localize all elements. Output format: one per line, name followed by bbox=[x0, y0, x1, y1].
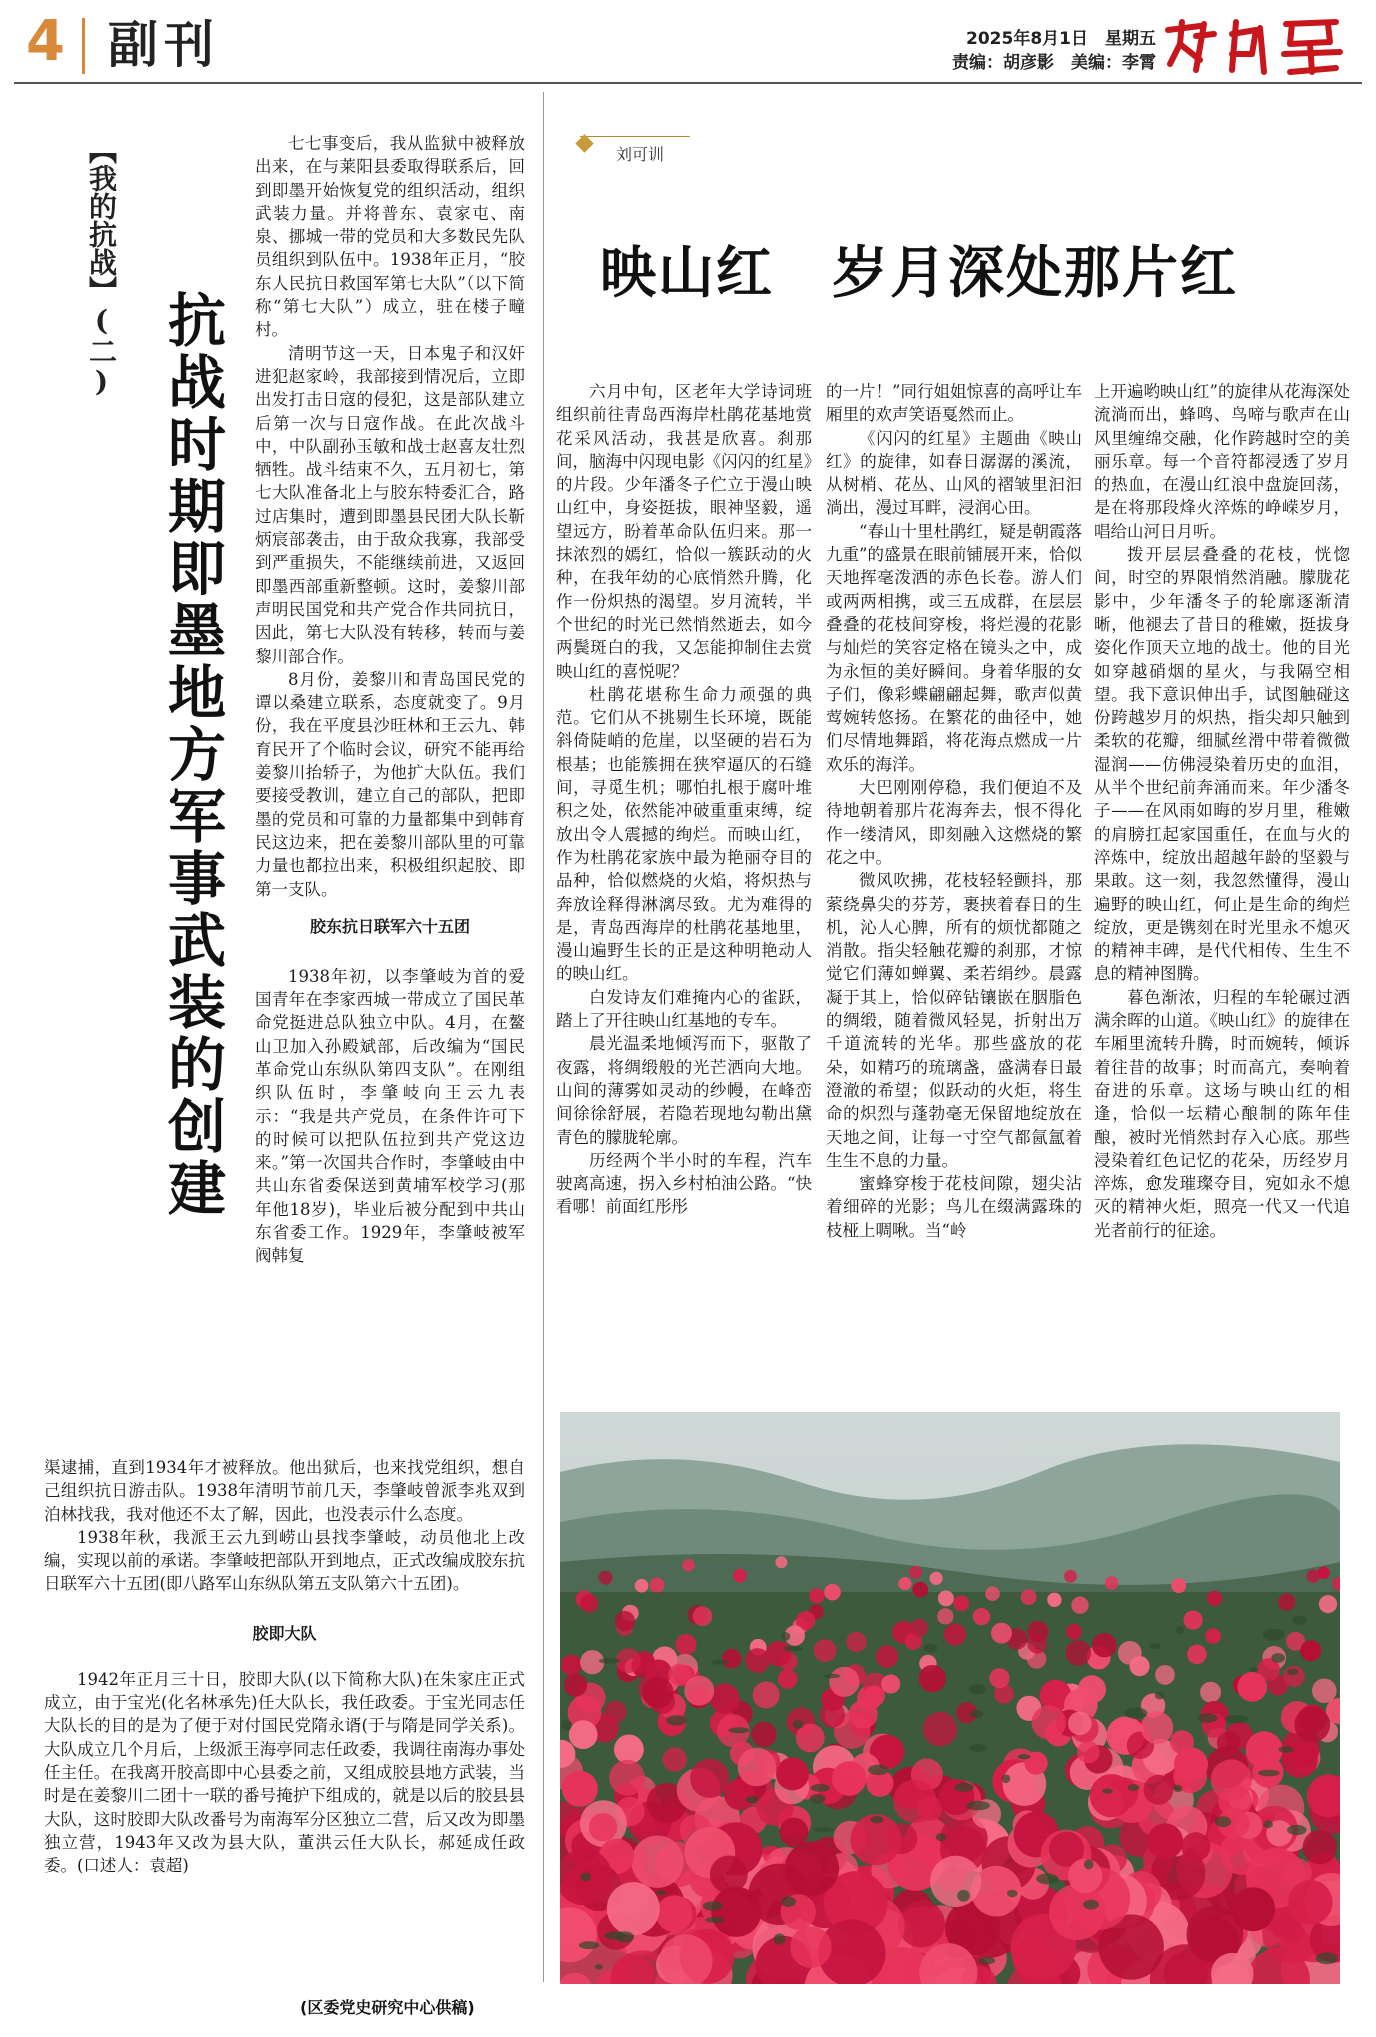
azalea-bloom bbox=[642, 1677, 673, 1708]
azalea-bloom bbox=[881, 1675, 900, 1694]
azalea-bloom bbox=[1184, 1611, 1203, 1630]
azalea-bloom bbox=[937, 1608, 953, 1624]
paragraph: 历经两个半小时的车程，汽车驶离高速，拐入乡村柏油公路。“快看哪！前面红彤彤 bbox=[556, 1150, 812, 1217]
azalea-bloom bbox=[1066, 1624, 1082, 1640]
azalea-bloom bbox=[1118, 1641, 1142, 1665]
azalea-bloom bbox=[1027, 1621, 1048, 1642]
leaf bbox=[1287, 1669, 1298, 1675]
paragraph: 晨光温柔地倾泻而下，驱散了夜露，将绸缎般的光芒洒向大地。山间的薄雾如灵动的纱幔，在峰峦间徐徐舒展，若隐若现地勾勒出黛青色的朦胧轮廓。 bbox=[556, 1034, 812, 1147]
leaf bbox=[1124, 1708, 1148, 1719]
paragraph: 清明节这一天，日本鬼子和汉奸进犯赵家岭，我部接到情况后，立即出发打击日寇的侵犯，这是部队建立后第一次与日寇作战。在此次战斗中，中队副孙玉敏和战士赵喜友壮烈牺牲。战斗结束不久，五月初七，第七大队准备北上与胶东特委汇合，路过店集时，遭到即墨县民团大队长靳炳宸部袭击，由于敌众我寡，我部受到严重损失，不能继续前进，又返回即墨西部重新整顿。这时，姜黎川部声明民国党和共产党合作共同抗日，因此，第七大队没有转移，转而与姜黎川部合作。 bbox=[255, 343, 525, 666]
paragraph: 暮色渐浓，归程的车轮碾过洒满余晖的山道。《映山红》的旋律在车厢里流转升腾，时而婉转，倾诉着往昔的故事；时而高亢，奏响着奋进的乐章。这场与映山红的相逢，恰似一坛精心酿制的陈年佳酿，被时光悄然封存入心底。那些浸染着红色记忆的花朵，历经岁月淬炼，愈发璀璨夺目，宛如永不熄灭的精神火炬，照亮一代又一代追光者前行的征途。 bbox=[1094, 987, 1350, 1240]
azalea-bloom bbox=[609, 1760, 645, 1796]
azalea-bloom bbox=[1211, 1759, 1252, 1800]
azalea-bloom bbox=[1312, 1679, 1337, 1704]
leaf bbox=[957, 1890, 970, 1902]
azalea-bloom bbox=[824, 1584, 841, 1601]
azalea-bloom bbox=[776, 1757, 809, 1790]
azalea-bloom bbox=[1155, 1665, 1175, 1685]
paragraph: 上开遍哟映山红”的旋律从花海深处流淌而出，蜂鸣、鸟啼与歌声在山风里缠绵交融，化作跨越时空的美丽乐章。每一个音符都浸透了岁月的热血，在漫山红浪中盘旋回荡，是在将那段烽火淬炼的峥嵘岁月，唱给山河日月听。 bbox=[1094, 382, 1350, 541]
leaf bbox=[781, 1896, 796, 1907]
leaf bbox=[599, 1658, 620, 1664]
azalea-bloom bbox=[1205, 1628, 1221, 1644]
azalea-bloom bbox=[690, 1759, 729, 1798]
azalea-bloom bbox=[722, 1649, 742, 1669]
leaf bbox=[1176, 1626, 1184, 1633]
azalea-bloom bbox=[985, 1586, 1000, 1601]
azalea-bloom bbox=[930, 1572, 943, 1585]
azalea-bloom bbox=[893, 1780, 936, 1823]
azalea-bloom bbox=[991, 1623, 1012, 1644]
azalea-bloom bbox=[909, 1566, 922, 1579]
azalea-bloom bbox=[775, 1556, 787, 1568]
azalea-bloom bbox=[953, 1595, 969, 1611]
azalea-bloom bbox=[832, 1761, 867, 1796]
azalea-bloom bbox=[778, 1669, 798, 1689]
right-article-column-2 bbox=[826, 380, 1082, 1242]
azalea-bloom bbox=[973, 1608, 990, 1625]
azalea-bloom bbox=[1294, 1707, 1330, 1743]
leaf bbox=[1225, 1715, 1249, 1723]
azalea-bloom bbox=[1147, 1823, 1183, 1859]
left-article-body-wide bbox=[44, 1456, 525, 1877]
leaf bbox=[1083, 1900, 1099, 1910]
paragraph: 8月份，姜黎川和青岛国民党的谭以桑建立联系，态度就变了。9月份，我在平度县沙旺林和王云九、韩育民开了个临时会议，研究不能再给姜黎川抬轿子，为他扩大队伍。我们要接受教训，建立自己的部队，把即墨的党员和可靠的力量都集中到韩育民这边来，把在姜黎川部队里的可靠力量也都拉出来，积极组织起胶、即第一支队。 bbox=[255, 669, 525, 899]
leaf bbox=[1279, 1746, 1294, 1753]
paragraph: 微风吹拂，花枝轻轻颤抖，那萦绕鼻尖的芬芳，裹挟着春日的生机，沁人心脾，所有的烦忧都随之消散。指尖轻触花瓣的刹那，才惊觉它们薄如蝉翼、柔若绢纱。晨露凝于其上，恰似碎钻镶嵌在胭脂色的绸缎，随着微风轻晃，折射出万千道流转的光华。那些盛放的花朵，如精巧的琉璃盏，盛满春日最澄澈的希望；似跃动的火炬，将生命的炽烈与蓬勃毫无保留地绽放在天地之间，让每一寸空气都氤氲着生生不息的力量。 bbox=[826, 871, 1082, 1170]
paragraph: 拨开层层叠叠的花枝，恍惚间，时空的界限悄然消融。朦胧花影中，少年潘冬子的轮廓逐渐清晰，他褪去了昔日的稚嫩，挺拔身姿化作顶天立地的战士。他的目光如穿越硝烟的星火，与我隔空相望。我下意识伸出手，试图触碰这份跨越岁月的炽热，指尖却只触到柔软的花瓣，细腻丝滑中带着微微湿润——仿佛浸染着历史的血泪，从半个世纪前奔涌而来。年少潘冬子——在风雨如晦的岁月里，稚嫩的肩膀扛起家国重任，在血与火的淬炼中，绽放出超越年龄的坚毅与果敢。这一刻，我忽然懂得，漫山遍野的映山红，何止是生命的绚烂绽放，更是镌刻在时光里永不熄灭的精神丰碑，是代代相传、生生不息的精神图腾。 bbox=[1094, 545, 1350, 984]
azalea-bloom bbox=[1144, 1775, 1174, 1805]
azalea-bloom bbox=[910, 1619, 928, 1637]
paragraph: 杜鹃花堪称生命力顽强的典范。它们从不挑剔生长环境，既能斜倚陡峭的危崖，以坚硬的岩石为根基；也能簇拥在狭窄逼仄的石缝间，寻觅生机；哪怕扎根于腐叶堆积之处，依然能冲破重重束缚，绽放出令人震撼的绚烂。而映山红，作为杜鹃花家族中最为艳丽夺目的品种，恰似燃烧的火焰，将炽热与奔放诠释得淋漓尽致。尤为难得的是，青岛西海岸的杜鹃花基地里，漫山遍野生长的正是这种明艳动人的映山红。 bbox=[556, 684, 812, 984]
right-article-column-3 bbox=[1094, 380, 1350, 1242]
leaf bbox=[969, 1684, 986, 1694]
azalea-bloom bbox=[790, 1926, 832, 1968]
leaf bbox=[1018, 1754, 1031, 1759]
azalea-bloom bbox=[846, 1632, 866, 1652]
leaf bbox=[1263, 1629, 1285, 1641]
page-number: 4 bbox=[26, 9, 65, 74]
paragraph: 的一片！”同行姐姐惊喜的高呼让车厢里的欢声笑语戛然而止。 bbox=[826, 382, 1082, 425]
azalea-bloom bbox=[1300, 1640, 1321, 1661]
azalea-bloom bbox=[923, 1712, 958, 1747]
leaf bbox=[605, 1931, 625, 1940]
azalea-bloom bbox=[615, 1611, 635, 1631]
azalea-bloom bbox=[930, 1856, 981, 1907]
leaf bbox=[595, 1964, 603, 1969]
leaf bbox=[868, 1765, 889, 1776]
right-article-column-1 bbox=[556, 380, 812, 1219]
leaf bbox=[924, 1643, 937, 1653]
leaf bbox=[1128, 1784, 1140, 1791]
azalea-bloom bbox=[631, 1836, 683, 1888]
leaf bbox=[1271, 1653, 1285, 1663]
author-rule bbox=[580, 136, 690, 137]
leaf bbox=[579, 1941, 599, 1949]
azalea-bloom bbox=[1068, 1712, 1092, 1736]
azalea-bloom bbox=[751, 1722, 776, 1747]
leaf bbox=[728, 1727, 749, 1733]
azalea-bloom bbox=[876, 1645, 898, 1667]
paragraph: 六月中旬，区老年大学诗词班组织前往青岛西海岸杜鹃花基地赏花采风活动，我甚是欣喜。刹那间，脑海中闪现电影《闪闪的红星》的片段。少年潘冬子伫立于漫山映山红中，身姿挺拔，眼神坚毅，遥望远方，盼着革命队伍归来。那一抹浓烈的嫣红，恰似一簇跃动的火种，在我年幼的心底悄然升腾，化作一份炽热的渴望。岁月流转，半个世纪的时光已然悄然逝去，如今两鬓斑白的我，又怎能抑制住去赏映山红的喜悦呢？ bbox=[556, 382, 812, 681]
leaf bbox=[1102, 1788, 1112, 1793]
leaf bbox=[561, 1720, 571, 1731]
paragraph: 1942年正月三十日，胶即大队(以下简称大队)在朱家庄正式成立，由于宝光(化名林承先)任大队长，我任政委。于宝光同志任大队长的目的是为了便于对付国民党隋永谞(于与隋是同学关系)。大队成立几个月后，上级派王海亭同志任政委，我调往南海办事处任主任。在我离开胶高即中心县委之前，又组成胶县地方武装，当时是在姜黎川二团十一联的番号掩护下组成的，就是以后的胶县县大队，这时胶即大队改番号为南海军分区独立二营，后又改为即墨独立营，1943年又改为县大队，董洪云任大队长，郝延成任政委。(口述人：袁超) bbox=[44, 1669, 525, 1876]
left-article-title: 抗战时期即墨地方军事武装的创建 bbox=[158, 290, 226, 1220]
leaf bbox=[783, 1646, 803, 1651]
paragraph: “春山十里杜鹃红，疑是朝霞落九重”的盛景在眼前铺展开来，恰似天地挥毫泼洒的赤色长卷。游人们或两两相携，或三五成群，在层层叠叠的花枝间穿梭，将烂漫的花影与灿烂的笑容定格在镜头之中，成为永恒的美好瞬间。身着华服的女子们，像彩蝶翩翩起舞，歌声似黄莺婉转悠扬。在繁花的曲径中，她们尽情地舞蹈，将花海点燃成一片欢乐的海洋。 bbox=[826, 521, 1082, 774]
leaf bbox=[774, 1934, 786, 1945]
paragraph: 七七事变后，我从监狱中被释放出来，在与莱阳县委取得联系后，回到即墨开始恢复党的组织活动，组织武装力量。并将普东、袁家屯、南泉、挪城一带的党员和大多数民先队员组织到队伍中。1938年正月，“胶东人民抗日救国军第七大队”（以下简称“第七大队”）成立，驻在楼子疃村。 bbox=[255, 134, 525, 340]
azalea-bloom bbox=[650, 1578, 665, 1593]
paragraph: 白发诗友们难掩内心的雀跃，踏上了开往映山红基地的专车。 bbox=[556, 987, 812, 1031]
azalea-bloom bbox=[580, 1594, 598, 1612]
leaf bbox=[793, 1720, 804, 1729]
azalea-field-photo bbox=[560, 1412, 1340, 1984]
azalea-bloom bbox=[1077, 1741, 1099, 1763]
azalea-bloom bbox=[1032, 1705, 1066, 1739]
leaf bbox=[936, 1833, 947, 1841]
paragraph: 大巴刚刚停稳，我们便迫不及待地朝着那片花海奔去，恨不得化作一缕清风，即刻融入这燃烧的繁花之中。 bbox=[826, 778, 1082, 867]
azalea-bloom bbox=[779, 1818, 808, 1847]
author-name: 刘可训 bbox=[616, 145, 665, 164]
leaf bbox=[1249, 1667, 1258, 1672]
newspaper-logo bbox=[1160, 14, 1348, 78]
leaf bbox=[655, 1891, 666, 1896]
azalea-bloom bbox=[599, 1571, 613, 1585]
page-number-divider bbox=[82, 18, 85, 74]
leaf bbox=[1215, 1816, 1231, 1827]
azalea-bloom bbox=[693, 1607, 713, 1627]
leaf bbox=[1292, 1616, 1307, 1625]
leaf bbox=[781, 1632, 790, 1641]
leaf bbox=[871, 1816, 884, 1823]
leaf bbox=[1173, 1785, 1182, 1792]
leaf bbox=[1002, 1774, 1010, 1783]
left-article-body-narrow bbox=[255, 132, 525, 1268]
paragraph: 1938年初，以李肇岐为首的爱国青年在李家西城一带成立了国民革命党挺进总队独立中队。4月，在鳌山卫加入孙殿斌部，后改编为“国民革命党山东纵队第四支队”。在刚组织队伍时，李肇岐向王云九表示：“我是共产党员，在条件许可下的时候可以把队伍拉到共产党这边来。”第一次国共合作时，李肇岐由中共山东省委保送到黄埔军校学习(那年他18岁)，毕业后被分配到中共山东省委工作。1929年，李肇岐被军阀韩复 bbox=[255, 966, 525, 1266]
azalea-bloom bbox=[1065, 1640, 1091, 1666]
paragraph: 蜜蜂穿梭于花枝间隙，翅尖沾着细碎的光影；鸟儿在缀满露珠的枝桠上啁啾。当“岭 bbox=[826, 1174, 1082, 1240]
leaf bbox=[580, 1873, 591, 1882]
paragraph: 1938年秋，我派王云九到崂山县找李肇岐，动员他北上改编，实现以前的承诺。李肇岐把部队开到地点，正式改编成胶东抗日联军六十五团(即八路军山东纵队第五支队第六十五团)。 bbox=[44, 1527, 525, 1594]
azalea-bloom bbox=[562, 1771, 598, 1807]
leaf bbox=[703, 1901, 723, 1910]
column-divider bbox=[543, 92, 544, 1982]
azalea-bloom bbox=[738, 1748, 777, 1787]
azalea-bloom bbox=[809, 1588, 824, 1603]
subhead: 胶即大队 bbox=[252, 1623, 317, 1643]
azalea-bloom bbox=[1200, 1682, 1221, 1703]
azalea-bloom bbox=[989, 1668, 1009, 1688]
azalea-bloom bbox=[711, 1887, 761, 1937]
azalea-bloom bbox=[589, 1813, 617, 1841]
azalea-bloom bbox=[898, 1577, 911, 1590]
azalea-bloom bbox=[635, 1579, 649, 1593]
azalea-bloom bbox=[1246, 1731, 1283, 1768]
azalea-bloom bbox=[898, 1900, 945, 1947]
section-name: 副刊 bbox=[108, 16, 220, 74]
right-article-title: 映山红 岁月深处那片红 bbox=[600, 241, 1238, 306]
azalea-bloom bbox=[1187, 1645, 1207, 1665]
leaf bbox=[1150, 1643, 1161, 1650]
leaf bbox=[813, 1828, 834, 1832]
azalea-bloom bbox=[1092, 1633, 1116, 1657]
azalea-bloom bbox=[864, 1685, 885, 1706]
issue-date: 2025年8月1日 星期五 bbox=[966, 29, 1156, 49]
azalea-bloom bbox=[766, 1641, 791, 1666]
azalea-bloom bbox=[1071, 1597, 1088, 1614]
azalea-bloom bbox=[1090, 1774, 1133, 1817]
azalea-bloom bbox=[919, 1665, 946, 1692]
leaf bbox=[1287, 1825, 1307, 1835]
leaf bbox=[1258, 1770, 1280, 1777]
leaf bbox=[823, 1674, 841, 1678]
azalea-bloom bbox=[656, 1895, 693, 1932]
leaf bbox=[1084, 1859, 1093, 1869]
azalea-bloom bbox=[785, 1841, 839, 1895]
azalea-bloom bbox=[1141, 1711, 1174, 1744]
azalea-bloom bbox=[614, 1735, 644, 1765]
azalea-bloom bbox=[1288, 1880, 1332, 1924]
azalea-bloom bbox=[663, 1747, 687, 1771]
editor-credits: 责编：胡彦影 美编：李霄 bbox=[952, 53, 1156, 73]
leaf bbox=[979, 1957, 995, 1965]
leaf bbox=[666, 1715, 687, 1725]
azalea-bloom bbox=[1278, 1593, 1295, 1610]
leaf bbox=[1036, 1874, 1058, 1885]
azalea-bloom bbox=[675, 1634, 696, 1655]
leaf bbox=[966, 1801, 990, 1810]
azalea-bloom bbox=[1237, 1672, 1267, 1702]
azalea-bloom bbox=[814, 1639, 837, 1662]
leaf bbox=[705, 1917, 724, 1923]
masthead-rule bbox=[14, 82, 1362, 84]
azalea-bloom bbox=[569, 1720, 598, 1749]
leaf bbox=[1198, 1713, 1218, 1723]
masthead bbox=[0, 0, 1376, 88]
source-credit: (区委党史研究中心供稿) bbox=[300, 1998, 475, 2017]
azalea-bloom bbox=[1171, 1578, 1186, 1593]
azalea-bloom bbox=[684, 1676, 714, 1706]
azalea-bloom bbox=[1319, 1595, 1337, 1613]
azalea-bloom bbox=[1307, 1570, 1320, 1583]
azalea-bloom bbox=[564, 1674, 587, 1697]
azalea-bloom bbox=[710, 1684, 740, 1714]
azalea-bloom bbox=[753, 1682, 780, 1709]
azalea-bloom bbox=[1207, 1591, 1222, 1606]
azalea-bloom bbox=[607, 1882, 660, 1935]
azalea-bloom bbox=[829, 1667, 859, 1697]
leaf bbox=[1316, 1952, 1338, 1964]
paragraph: 渠逮捕，直到1934年才被释放。他出狱后，也来找党组织，想自己组织抗日游击队。1938年清明节前几天，李肇岐曾派李兆双到泊林找我，我对他还不太了解，因此，也没表示什么态度。 bbox=[44, 1458, 525, 1524]
subhead: 胶东抗日联军六十五团 bbox=[309, 916, 470, 936]
azalea-bloom bbox=[820, 1702, 845, 1727]
leaf bbox=[969, 1744, 987, 1752]
leaf bbox=[1007, 1890, 1018, 1897]
azalea-bloom bbox=[682, 1559, 694, 1571]
azalea-bloom bbox=[1181, 1832, 1210, 1861]
leaf bbox=[811, 1784, 830, 1792]
azalea-bloom bbox=[1021, 1589, 1037, 1605]
azalea-bloom bbox=[605, 1701, 627, 1723]
leaf bbox=[954, 1783, 973, 1792]
leaf bbox=[1155, 1692, 1165, 1700]
azalea-bloom bbox=[561, 1655, 582, 1676]
paragraph: 《闪闪的红星》主题曲《映山红》的旋律，如春日潺潺的溪流，从树梢、花丛、山风的褶皱里汩汩淌出，漫过耳畔，浸润心田。 bbox=[826, 428, 1082, 518]
azalea-bloom bbox=[1047, 1593, 1061, 1607]
azalea-bloom bbox=[944, 1623, 966, 1645]
diamond-icon bbox=[575, 134, 593, 152]
leaf bbox=[711, 1660, 729, 1665]
leaf bbox=[1264, 1820, 1273, 1828]
leaf bbox=[810, 1794, 826, 1804]
azalea-bloom bbox=[938, 1590, 954, 1606]
azalea-bloom bbox=[733, 1569, 747, 1583]
azalea-bloom bbox=[1303, 1830, 1337, 1864]
azalea-bloom bbox=[1105, 1576, 1119, 1590]
azalea-bloom bbox=[1064, 1570, 1077, 1583]
azalea-bloom bbox=[912, 1582, 928, 1598]
azalea-bloom bbox=[1078, 1675, 1106, 1703]
series-label: 【我的抗战】(二) bbox=[85, 136, 118, 398]
leaf bbox=[746, 1796, 759, 1804]
leaf bbox=[970, 1710, 983, 1718]
